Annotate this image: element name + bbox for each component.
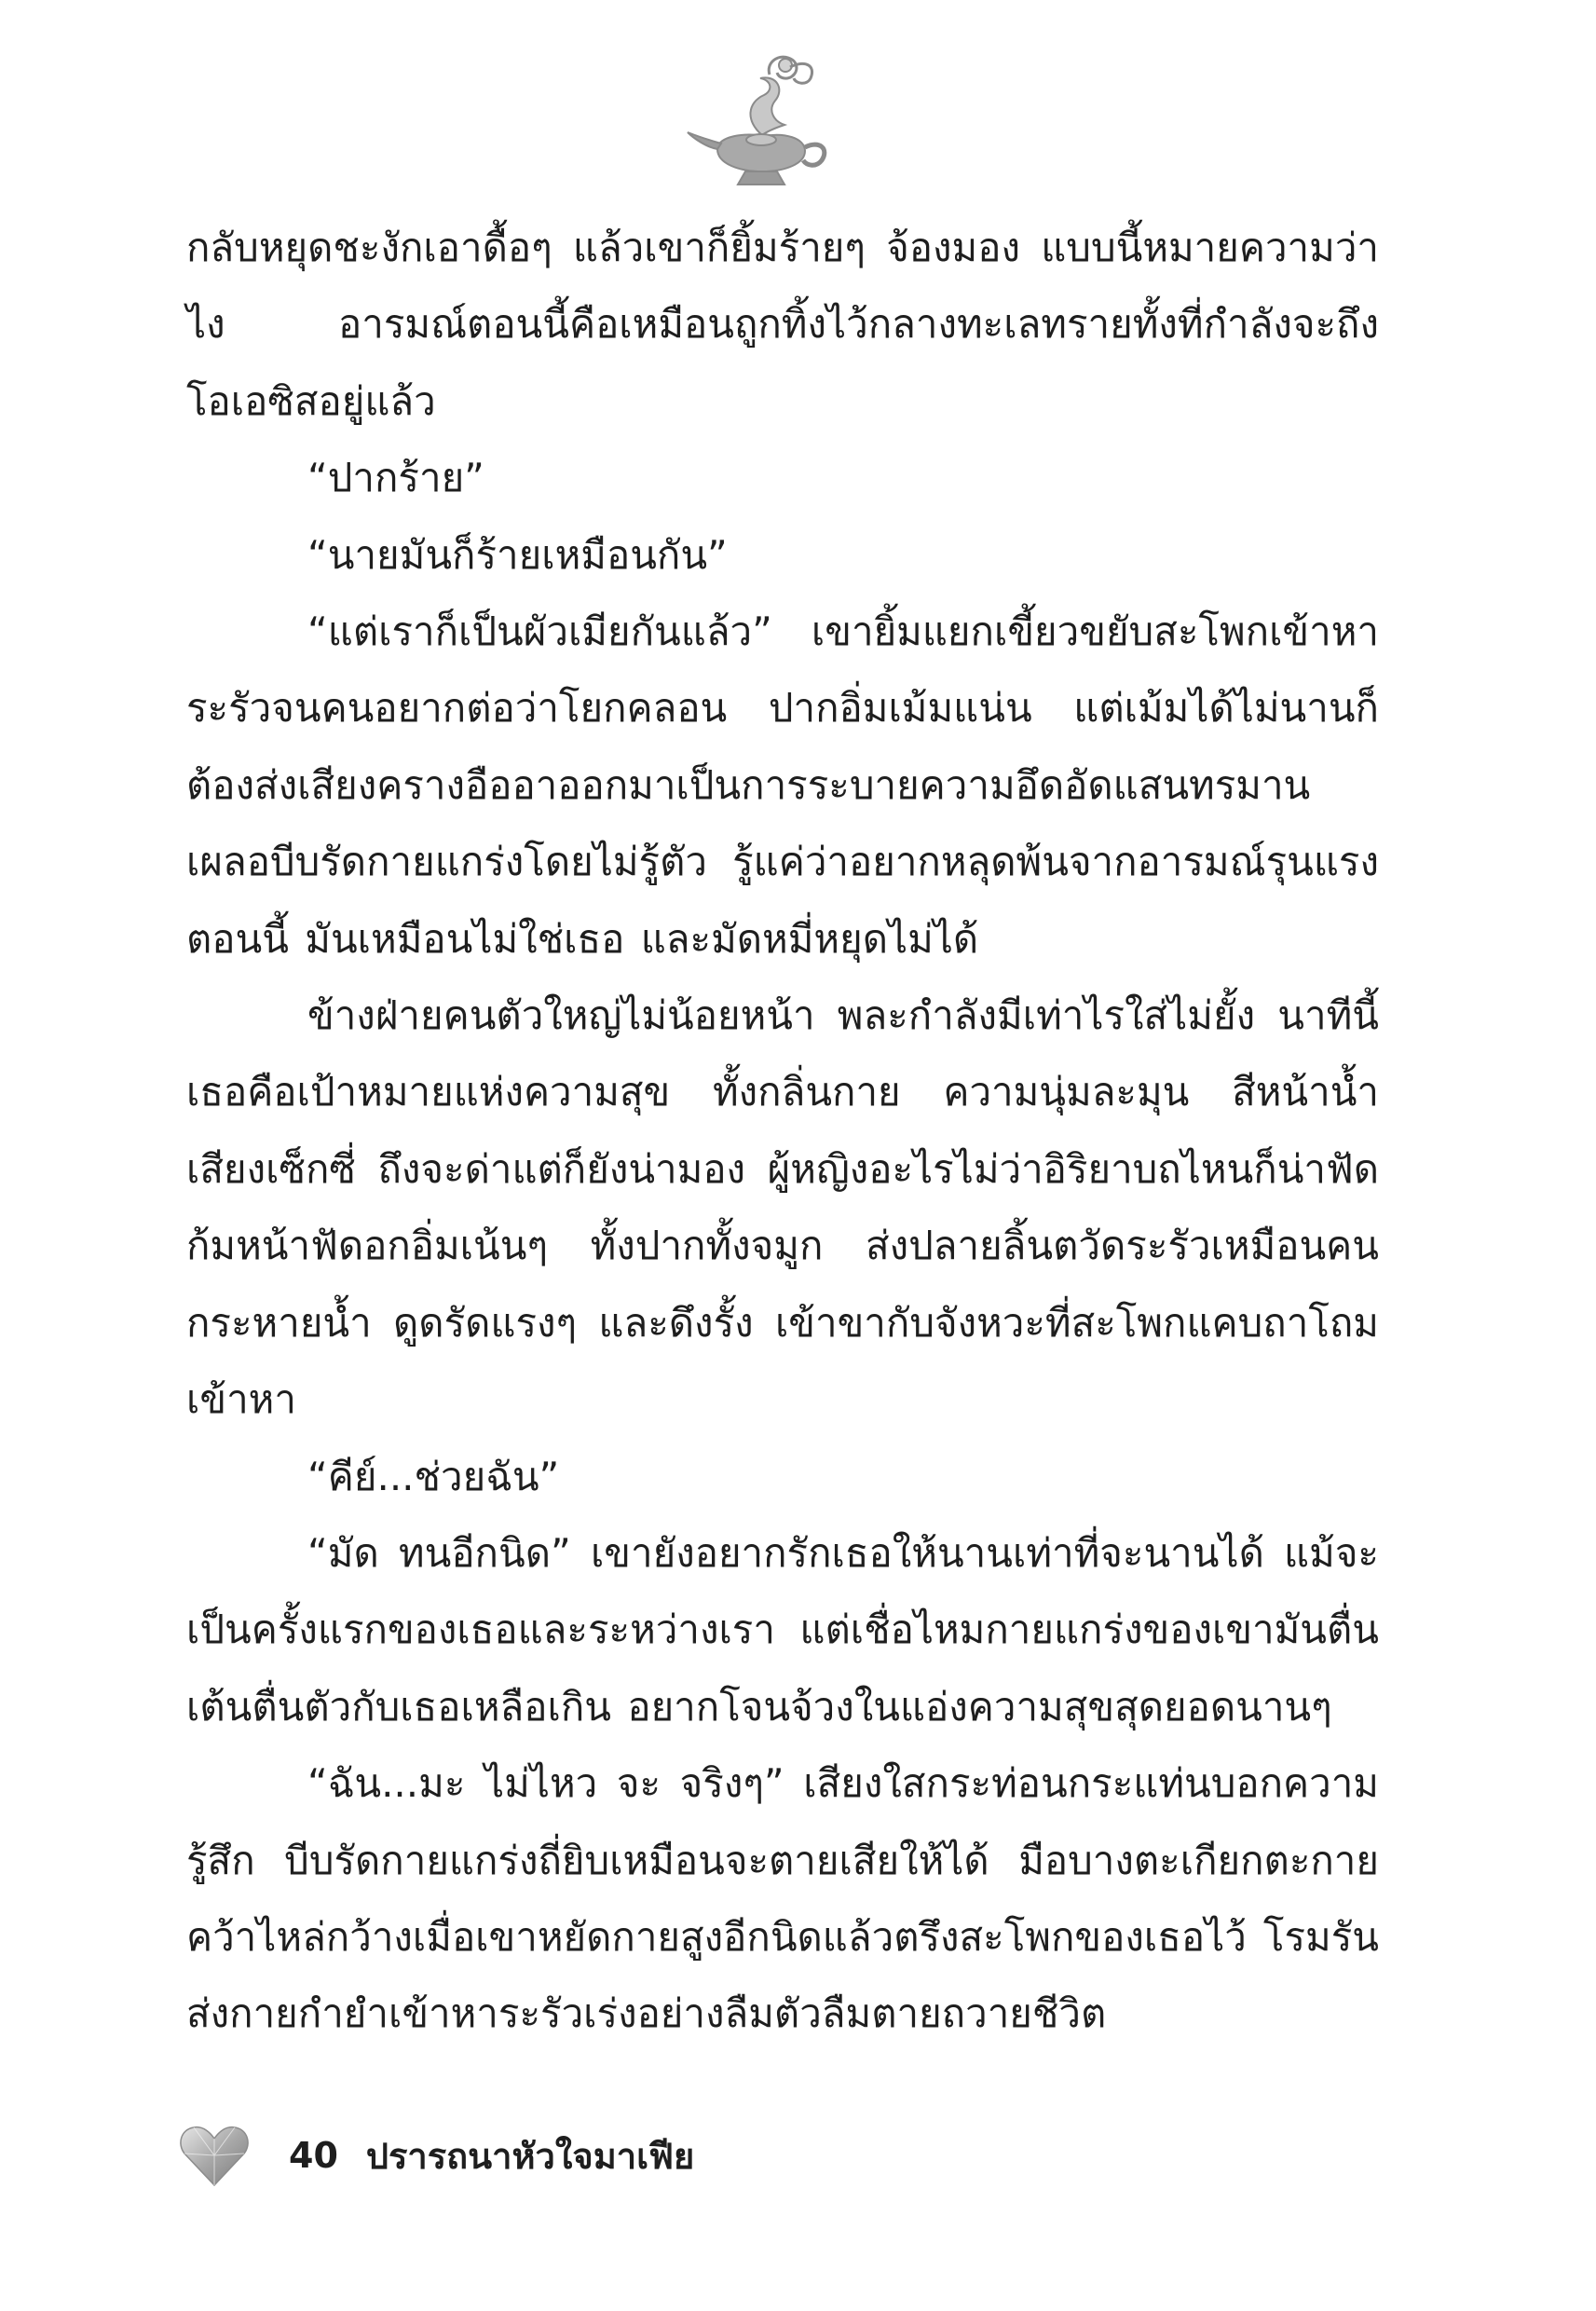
paragraph: “แต่เราก็เป็นผัวเมียกันแล้ว” เขายิ้มแยกเขี้ยวขยับสะโพกเข้าหาระรัวจนคนอยากต่อว่าโยกคลอน ปากอิ่มเม้มแน่น แต่เม้มได้ไม่นานก็ต้องส่งเสียงครางอืออาออกมาเป็นการระบายความอึดอัดแสนทรมาน เผลอบีบรัดกายแกร่งโดยไม่รู้ตัว รู้แค่ว่าอยากหลุดพ้นจากอารมณ์รุนแรงตอนนี้ มันเหมือนไม่ใช่เธอ และมัดหมี่หยุดไม่ได้ (186, 609, 1379, 962)
paragraph: “ปากร้าย” (307, 455, 484, 501)
page-footer (177, 2113, 694, 2197)
genie-lamp-icon (680, 47, 839, 196)
paragraph: “ฉัน...มะ ไม่ไหว จะ จริงๆ” เสียงใสกระท่อนกระแท่นบอกความรู้สึก บีบรัดกายแกร่งถี่ยิบเหมือนจะตายเสียให้ได้ มือบางตะเกียกตะกายคว้าไหล่กว้างเมื่อเขาหยัดกายสูงอีกนิดแล้วตรึงสะโพกของเธอไว้ โรมรันส่งกายกำยำเข้าหาระรัวเร่งอย่างลืมตัวลืมตายถวายชีวิต (186, 1760, 1379, 2037)
heart-icon (177, 2118, 252, 2193)
paragraph: “มัด ทนอีกนิด” เขายังอยากรักเธอให้นานเท่าที่จะนานได้ แม้จะเป็นครั้งแรกของเธอและระหว่างเรา แต่เชื่อไหมกายแกร่งของเขามันตื่นเต้นตื่นตัวกับเธอเหลือเกิน อยากโจนจ้วงในแอ่งความสุขสุดยอดนานๆ (186, 1529, 1379, 1730)
paragraph: “นายมันก็ร้ายเหมือนกัน” (307, 531, 728, 578)
paragraph: “คีย์...ช่วยฉัน” (307, 1453, 560, 1499)
paragraph: ข้างฝ่ายคนตัวใหญ่ไม่น้อยหน้า พละกำลังมีเท่าไรใส่ไม่ยั้ง นาทีนี้เธอคือเป้าหมายแห่งความสุข ทั้งกลิ่นกาย ความนุ่มละมุน สีหน้าน้ำเสียงเซ็กซี่ ถึงจะด่าแต่ก็ยังน่ามอง ผู้หญิงอะไรไม่ว่าอิริยาบถไหนก็น่าฟัด ก้มหน้าฟัดอกอิ่มเน้นๆ ทั้งปากทั้งจมูก ส่งปลายลิ้นตวัดระรัวเหมือนคนกระหายน้ำ ดูดรัดแรงๆ และดึงรั้ง เข้าขากับจังหวะที่สะโพกแคบถาโถมเข้าหา (186, 992, 1379, 1423)
page-number: 40 (289, 2135, 338, 2176)
paragraph: กลับหยุดชะงักเอาดื้อๆ แล้วเขาก็ยิ้มร้ายๆ จ้องมอง แบบนี้หมายความว่าไง อารมณ์ตอนนี้คือเหมือนถูกทิ้งไว้กลางทะเลทรายทั้งที่กำลังจะถึงโอเอซิสอยู่แล้ว (186, 225, 1379, 424)
book-title: ปรารถนาหัวใจมาเฟีย (365, 2135, 695, 2177)
body-text (186, 210, 1379, 2053)
